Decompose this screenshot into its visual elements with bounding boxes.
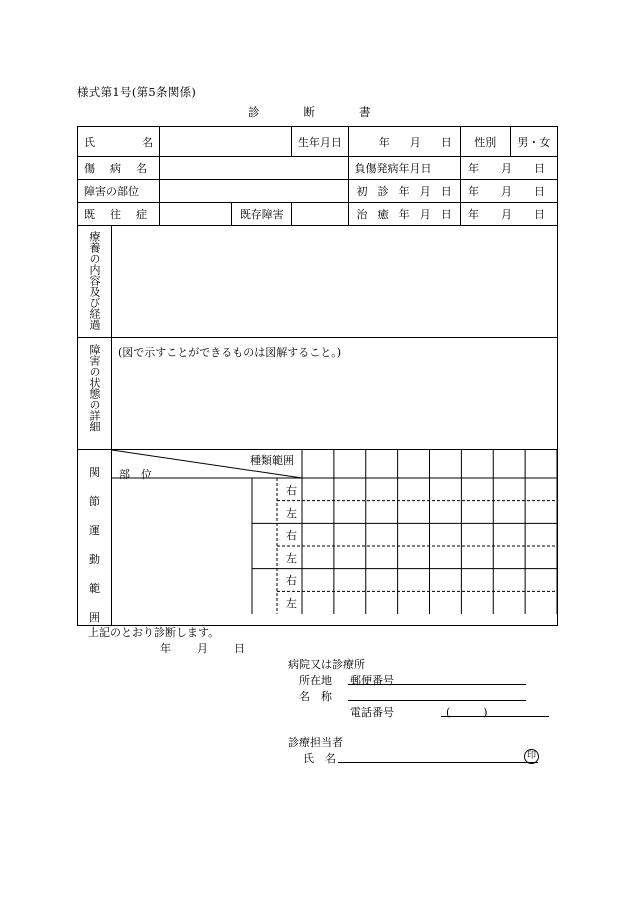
first-visit-label: 初 診 年 月 日 [348,180,460,203]
sex-label: 性別 [460,127,510,157]
right-label: 右 [286,574,297,587]
right-label: 右 [286,529,297,542]
birth-date-label: 生年月日 [292,127,348,157]
range-type-label: 種類範囲 [250,454,294,467]
issue-date: 年 月 日 [160,642,245,655]
phone-paren: ( ) [446,706,488,719]
disability-detail-label: 障害の状態の詳細 [78,338,112,450]
existing-disability-field[interactable] [292,203,348,226]
treatment-label: 療養の内容及び経過 [78,226,112,338]
phone-field[interactable] [441,716,549,717]
disability-site-field[interactable] [160,180,348,203]
title-char: 書 [359,105,371,119]
left-label: 左 [286,597,297,610]
document-title [248,104,371,120]
address-label: 所在地 [299,674,332,687]
title-char: 診 [248,105,260,119]
doctor-label: 診療担当者 [288,736,343,749]
cure-date-label: 治 癒 年 月 日 [348,203,460,226]
joint-range-grid [112,450,558,626]
disability-site-label: 障害の部位 [78,180,160,203]
cure-date-field[interactable]: 年 月 日 [460,203,557,226]
disability-detail-field[interactable]: (図で示すことができるものは図解すること。) [112,338,558,450]
injury-date-field[interactable]: 年 月 日 [460,157,557,180]
phone-label: 電話番号 [350,706,394,719]
facility-name-label: 名 称 [299,690,332,703]
statement: 上記のとおり診断します。 [88,626,220,639]
facility-name-field[interactable] [348,700,526,701]
birth-date-field[interactable]: 年 月 日 [348,127,460,157]
name-label: 氏 名 [78,127,160,157]
medical-history-label: 既 往 症 [78,203,160,226]
address-field[interactable] [348,684,526,685]
form-number: 様式第1号(第5条関係) [77,85,197,99]
diagnosis-table [77,126,558,626]
treatment-field[interactable] [112,226,558,338]
disease-name-field[interactable] [160,157,348,180]
first-visit-field[interactable]: 年 月 日 [460,180,557,203]
left-label: 左 [286,552,297,565]
seal-mark: 印 [524,749,539,764]
existing-disability-label: 既存障害 [232,203,292,226]
joint-range-label: 関 節 運 動 範 囲 [78,450,112,626]
disease-name-label: 傷 病 名 [78,157,160,180]
part-label: 部 位 [119,468,152,481]
right-label: 右 [286,484,297,497]
doctor-name-label: 氏 名 [303,752,336,765]
hospital-label: 病院又は診療所 [288,658,365,671]
joint-grid-lines [112,450,557,614]
postal-label: 郵便番号 [350,674,394,687]
title-char: 断 [303,105,315,119]
injury-date-label: 負傷発病年月日 [348,157,460,180]
doctor-name-field[interactable] [338,762,538,763]
name-field[interactable] [160,127,292,157]
medical-history-field[interactable] [160,203,232,226]
left-label: 左 [286,507,297,520]
sex-field[interactable]: 男・女 [510,127,557,157]
